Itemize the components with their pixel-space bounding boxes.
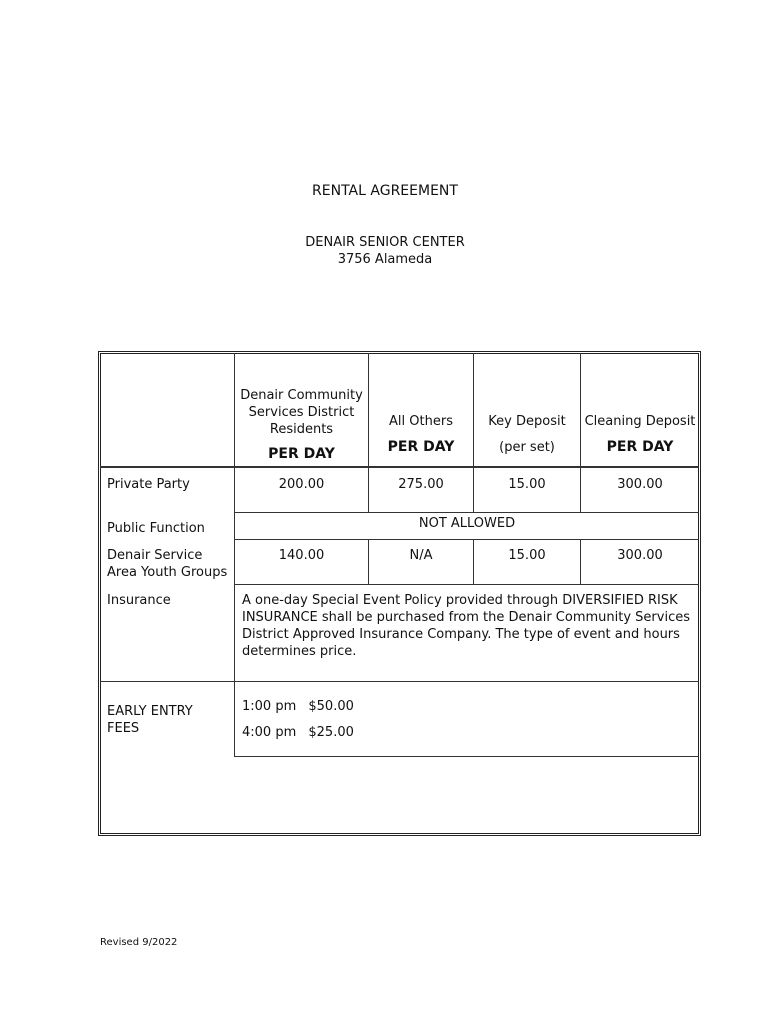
row-divider <box>234 584 699 585</box>
row-divider <box>234 756 699 757</box>
early-entry-time-2: 4:00 pm <box>242 725 297 740</box>
header-all-others: All Others <box>389 414 453 429</box>
header-residents: Denair Community Services District Residents <box>240 388 363 437</box>
header-residents-unit: PER DAY <box>268 446 335 462</box>
early-entry-time-1: 1:00 pm <box>242 699 297 714</box>
row-divider <box>100 681 699 682</box>
youth-groups-cleaning-deposit: 300.00 <box>617 548 663 563</box>
private-party-residents: 200.00 <box>278 477 325 492</box>
early-entry-fee-2 <box>242 724 354 741</box>
early-entry-price-2: $25.00 <box>308 725 354 740</box>
row-label-youth-groups: Denair Service Area Youth Groups <box>107 548 228 580</box>
row-label-early-entry: EARLY ENTRY FEES <box>107 704 193 736</box>
public-function-value: NOT ALLOWED <box>418 516 516 531</box>
revision-note: Revised 9/2022 <box>100 937 178 948</box>
early-entry-fee-1 <box>242 698 354 715</box>
organization-block <box>0 234 770 268</box>
header-key-deposit: Key Deposit <box>488 414 566 429</box>
header-key-deposit-unit: (per set) <box>499 440 555 455</box>
private-party-key-deposit: 15.00 <box>508 477 546 492</box>
insurance-description: A one-day Special Event Policy provided through DIVERSIFIED RISK INSURANCE shall be purchased from the Denair Community Services District Approved Insurance Company. The type of event and hours determines price. <box>242 593 690 659</box>
row-divider <box>100 466 699 468</box>
document-title: RENTAL AGREEMENT <box>312 183 458 199</box>
youth-groups-key-deposit: 15.00 <box>508 548 546 563</box>
private-party-all-others: 275.00 <box>398 477 444 492</box>
early-entry-price-1: $50.00 <box>308 699 354 714</box>
row-divider <box>234 512 699 513</box>
organization-address: 3756 Alameda <box>337 252 433 267</box>
youth-groups-residents: 140.00 <box>278 548 325 563</box>
organization-name: DENAIR SENIOR CENTER <box>305 235 465 250</box>
row-label-insurance: Insurance <box>107 593 171 608</box>
header-cleaning-deposit-unit: PER DAY <box>606 439 674 455</box>
row-divider <box>234 539 699 540</box>
youth-groups-all-others: N/A <box>409 548 433 563</box>
row-label-private-party: Private Party <box>107 477 190 492</box>
header-all-others-unit: PER DAY <box>387 439 455 455</box>
private-party-cleaning-deposit: 300.00 <box>617 477 663 492</box>
header-cleaning-deposit: Cleaning Deposit <box>584 414 696 429</box>
row-label-public-function: Public Function <box>107 521 205 536</box>
